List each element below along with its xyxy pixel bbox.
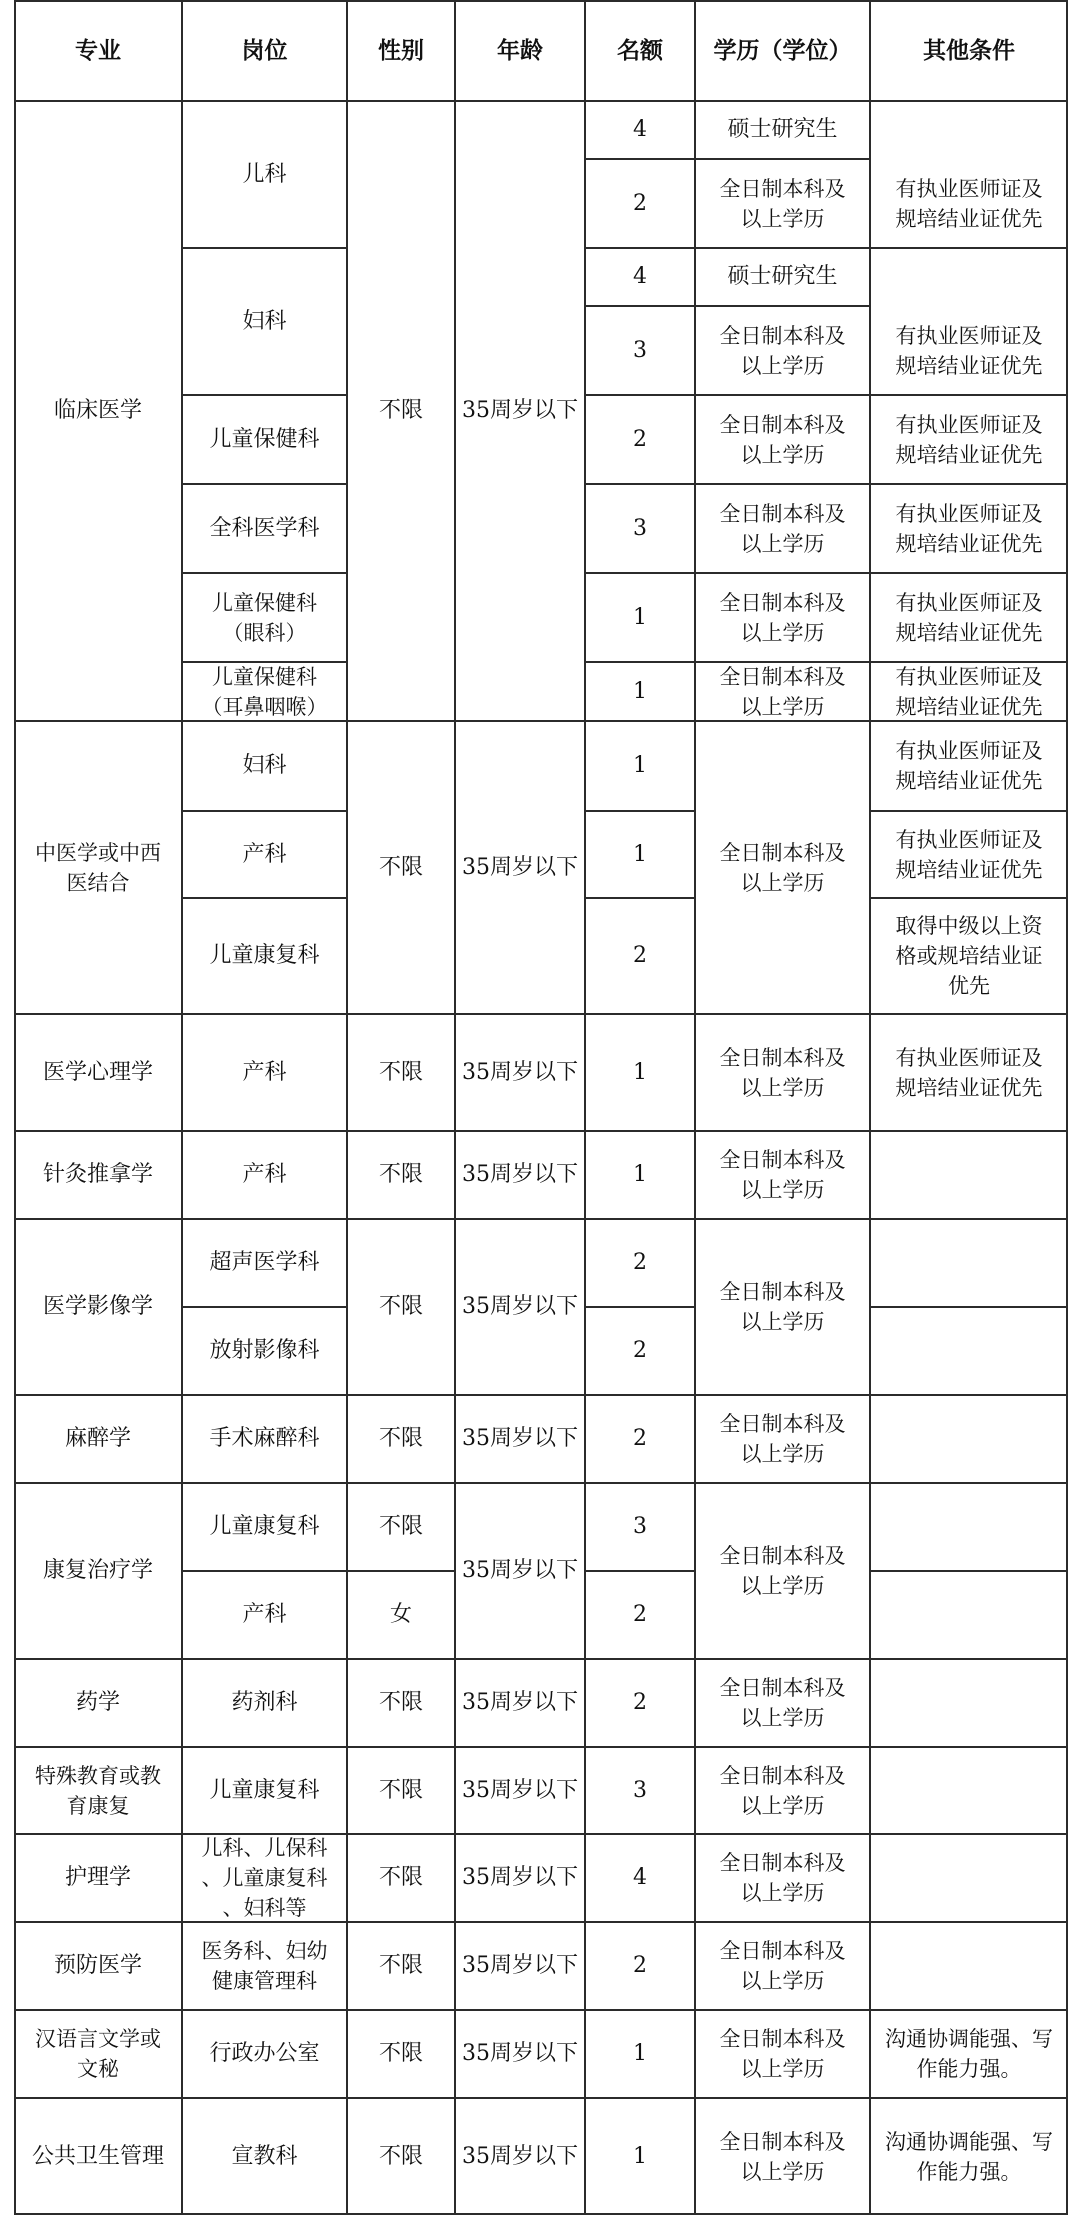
row-divider — [585, 720, 695, 722]
other-condition-cell: 有执业医师证及 规培结业证优先 — [895, 176, 1043, 231]
row-divider — [182, 1746, 347, 1748]
quota-cell: 2 — [633, 1690, 647, 1715]
row-divider — [347, 720, 455, 722]
row-divider — [182, 661, 347, 663]
header-cell: 年龄 — [497, 36, 543, 64]
row-divider — [870, 661, 1068, 663]
row-divider — [870, 1306, 1068, 1308]
major-cell: 预防医学 — [53, 1953, 142, 1978]
row-divider — [585, 1306, 695, 1308]
row-divider — [455, 720, 585, 722]
row-divider — [585, 661, 695, 663]
row-divider — [347, 2009, 455, 2011]
post-cell: 儿童康复科 — [209, 1777, 320, 1803]
column-divider — [346, 0, 348, 2215]
header-cell: 性别 — [378, 36, 424, 64]
education-cell: 全日制本科及 以上学历 — [719, 1763, 846, 1818]
other-condition-cell: 取得中级以上资 格或规培结业证 优先 — [895, 914, 1043, 998]
row-divider — [870, 483, 1068, 485]
quota-cell: 3 — [633, 1777, 647, 1803]
age-cell: 35周岁以下 — [462, 2041, 578, 2066]
other-condition-cell: 有执业医师证及 规培结业证优先 — [895, 412, 1043, 467]
table-border-right — [1066, 0, 1068, 2215]
row-divider — [585, 572, 695, 574]
post-cell: 妇科 — [242, 308, 287, 334]
row-divider — [455, 1482, 585, 1484]
major-cell: 麻醉学 — [64, 1426, 131, 1451]
education-cell: 全日制本科及 以上学历 — [719, 590, 846, 645]
row-divider — [182, 1833, 347, 1835]
gender-cell: 不限 — [378, 1059, 423, 1085]
age-cell: 35周岁以下 — [462, 1294, 578, 1319]
row-divider — [182, 100, 347, 102]
row-divider — [347, 2097, 455, 2099]
column-divider — [454, 0, 456, 2215]
row-divider — [695, 1833, 870, 1835]
row-divider — [585, 2097, 695, 2099]
row-divider — [870, 1921, 1068, 1923]
row-divider — [182, 1658, 347, 1660]
row-divider — [695, 1130, 870, 1132]
education-cell: 全日制本科及 以上学历 — [719, 1148, 846, 1202]
row-divider — [870, 1482, 1068, 1484]
row-divider — [455, 1833, 585, 1835]
post-cell: 药剂科 — [231, 1690, 298, 1715]
age-cell: 35周岁以下 — [462, 1162, 578, 1187]
post-cell: 产科 — [242, 1162, 287, 1187]
post-cell: 产科 — [242, 841, 287, 867]
row-divider — [14, 1658, 182, 1660]
quota-cell: 1 — [633, 678, 647, 704]
row-divider — [182, 1482, 347, 1484]
post-cell: 儿童保健科 — [209, 426, 320, 452]
row-divider — [14, 1130, 182, 1132]
quota-cell: 3 — [633, 337, 647, 363]
row-divider — [695, 247, 870, 249]
gender-cell: 不限 — [378, 854, 423, 880]
education-cell: 全日制本科及 以上学历 — [719, 323, 846, 378]
post-cell: 行政办公室 — [209, 2041, 320, 2066]
row-divider — [455, 1921, 585, 1923]
row-divider — [870, 1833, 1068, 1835]
post-cell: 儿科、儿保科 、儿童康复科 、妇科等 — [201, 1836, 328, 1920]
row-divider — [455, 1394, 585, 1396]
quota-cell: 2 — [633, 943, 647, 968]
quota-cell: 1 — [633, 1059, 647, 1085]
table-border-top — [14, 0, 1068, 2]
age-cell: 35周岁以下 — [462, 398, 578, 423]
row-divider — [695, 1218, 870, 1220]
major-cell: 临床医学 — [53, 398, 142, 423]
row-divider — [14, 1218, 182, 1220]
row-divider — [455, 2097, 585, 2099]
row-divider — [585, 305, 695, 307]
row-divider — [585, 897, 695, 899]
major-cell: 药学 — [75, 1690, 120, 1715]
header-cell: 专业 — [75, 36, 121, 64]
header-cell: 岗位 — [241, 36, 288, 64]
row-divider — [695, 2097, 870, 2099]
major-cell: 医学影像学 — [42, 1294, 153, 1319]
row-divider — [455, 1218, 585, 1220]
quota-cell: 4 — [633, 1865, 647, 1890]
row-divider — [585, 100, 695, 102]
row-divider — [870, 1658, 1068, 1660]
row-divider — [870, 897, 1068, 899]
gender-cell: 不限 — [378, 1953, 423, 1978]
row-divider — [870, 1130, 1068, 1132]
row-divider — [182, 2009, 347, 2011]
row-divider — [585, 810, 695, 812]
column-divider — [181, 0, 183, 2215]
post-cell: 妇科 — [242, 753, 287, 778]
quota-cell: 2 — [633, 1250, 647, 1275]
major-cell: 护理学 — [64, 1865, 131, 1890]
row-divider — [585, 1394, 695, 1396]
post-cell: 全科医学科 — [209, 515, 320, 541]
education-cell: 全日制本科及 以上学历 — [719, 2027, 846, 2081]
age-cell: 35周岁以下 — [462, 854, 578, 880]
quota-cell: 2 — [633, 1953, 647, 1978]
education-cell: 全日制本科及 以上学历 — [719, 1676, 846, 1730]
major-cell: 中医学或中西 医结合 — [35, 840, 161, 895]
education-cell: 硕士研究生 — [727, 117, 838, 142]
education-cell: 全日制本科及 以上学历 — [719, 1280, 846, 1334]
row-divider — [870, 1746, 1068, 1748]
row-divider — [585, 1218, 695, 1220]
other-condition-cell: 有执业医师证及 规培结业证优先 — [895, 323, 1043, 378]
quota-cell: 1 — [633, 841, 647, 867]
row-divider — [14, 1833, 182, 1835]
row-divider — [870, 572, 1068, 574]
row-divider — [695, 1482, 870, 1484]
quota-cell: 4 — [633, 117, 647, 142]
column-divider — [584, 0, 586, 2215]
row-divider — [585, 1658, 695, 1660]
column-divider — [869, 0, 871, 2215]
education-cell: 全日制本科及 以上学历 — [719, 1939, 846, 1993]
table-border-left — [14, 0, 16, 2215]
gender-cell: 女 — [389, 1602, 412, 1627]
row-divider — [14, 2009, 182, 2011]
row-divider — [695, 100, 870, 102]
major-cell: 特殊教育或教 育康复 — [35, 1763, 161, 1818]
row-divider — [347, 1013, 455, 1015]
row-divider — [347, 1921, 455, 1923]
row-divider — [455, 1746, 585, 1748]
row-divider — [347, 1130, 455, 1132]
row-divider — [182, 897, 347, 899]
row-divider — [182, 394, 347, 396]
post-cell: 产科 — [242, 1602, 287, 1627]
row-divider — [695, 1013, 870, 1015]
education-cell: 硕士研究生 — [727, 264, 838, 289]
other-condition-cell: 沟通协调能强、写 作能力强。 — [885, 2027, 1053, 2081]
row-divider — [347, 1746, 455, 1748]
quota-cell: 4 — [633, 264, 647, 289]
quota-cell: 3 — [633, 515, 647, 541]
row-divider — [182, 2097, 347, 2099]
education-cell: 全日制本科及 以上学历 — [719, 501, 846, 556]
row-divider — [14, 2097, 182, 2099]
post-cell: 宣教科 — [231, 2143, 298, 2169]
education-cell: 全日制本科及 以上学历 — [719, 1851, 846, 1905]
row-divider — [182, 810, 347, 812]
row-divider — [695, 158, 870, 160]
row-divider — [455, 2009, 585, 2011]
education-cell: 全日制本科及 以上学历 — [719, 412, 846, 467]
quota-cell: 1 — [633, 2143, 647, 2169]
gender-cell: 不限 — [378, 1426, 423, 1451]
major-cell: 公共卫生管理 — [31, 2143, 164, 2169]
gender-cell: 不限 — [378, 1865, 423, 1890]
row-divider — [347, 1218, 455, 1220]
quota-cell: 1 — [633, 604, 647, 630]
age-cell: 35周岁以下 — [462, 1059, 578, 1085]
row-divider — [870, 394, 1068, 396]
age-cell: 35周岁以下 — [462, 1558, 578, 1583]
other-condition-cell: 有执业医师证及 规培结业证优先 — [895, 664, 1043, 719]
row-divider — [347, 1833, 455, 1835]
row-divider — [695, 394, 870, 396]
row-divider — [14, 1394, 182, 1396]
row-divider — [695, 720, 870, 722]
row-divider — [585, 394, 695, 396]
row-divider — [695, 572, 870, 574]
post-cell: 儿童保健科 （耳鼻咽喉） — [201, 664, 328, 719]
row-divider — [695, 1394, 870, 1396]
post-cell: 医务科、妇幼 健康管理科 — [201, 1939, 328, 1993]
row-divider — [347, 100, 455, 102]
quota-cell: 2 — [633, 1602, 647, 1627]
row-divider — [870, 810, 1068, 812]
other-condition-cell: 有执业医师证及 规培结业证优先 — [895, 501, 1043, 556]
gender-cell: 不限 — [378, 398, 423, 423]
major-cell: 康复治疗学 — [42, 1558, 153, 1583]
row-divider — [695, 1746, 870, 1748]
row-divider — [182, 1013, 347, 1015]
row-divider — [455, 1130, 585, 1132]
row-divider — [14, 720, 182, 722]
other-condition-cell: 有执业医师证及 规培结业证优先 — [895, 1045, 1043, 1100]
gender-cell: 不限 — [378, 2143, 423, 2169]
other-condition-cell: 有执业医师证及 规培结业证优先 — [895, 739, 1043, 793]
row-divider — [695, 2009, 870, 2011]
row-divider — [14, 100, 182, 102]
post-cell: 儿童保健科 （眼科） — [212, 590, 317, 645]
row-divider — [455, 100, 585, 102]
row-divider — [182, 483, 347, 485]
row-divider — [585, 158, 695, 160]
quota-cell: 3 — [633, 1514, 647, 1539]
quota-cell: 2 — [633, 1426, 647, 1451]
education-cell: 全日制本科及 以上学历 — [719, 840, 846, 895]
row-divider — [347, 1658, 455, 1660]
post-cell: 儿科 — [242, 161, 287, 187]
row-divider — [585, 1833, 695, 1835]
row-divider — [585, 1921, 695, 1923]
other-condition-cell: 沟通协调能强、写 作能力强。 — [885, 2129, 1053, 2184]
row-divider — [182, 1394, 347, 1396]
post-cell: 手术麻醉科 — [209, 1426, 320, 1451]
row-divider — [585, 1570, 695, 1572]
major-cell: 汉语言文学或 文秘 — [35, 2027, 161, 2081]
row-divider — [182, 720, 347, 722]
post-cell: 产科 — [242, 1059, 287, 1085]
gender-cell: 不限 — [378, 2041, 423, 2066]
gender-cell: 不限 — [378, 1690, 423, 1715]
post-cell: 放射影像科 — [209, 1338, 320, 1363]
header-cell: 学历（学位） — [713, 36, 852, 64]
age-cell: 35周岁以下 — [462, 1953, 578, 1978]
row-divider — [182, 572, 347, 574]
gender-cell: 不限 — [378, 1514, 423, 1539]
row-divider — [870, 1013, 1068, 1015]
header-cell: 其他条件 — [923, 36, 1015, 64]
row-divider — [182, 1306, 347, 1308]
row-divider — [182, 1570, 347, 1572]
quota-cell: 1 — [633, 1162, 647, 1187]
row-divider — [695, 483, 870, 485]
row-divider — [870, 100, 1068, 102]
table-border-bottom — [14, 2213, 1068, 2215]
row-divider — [14, 1013, 182, 1015]
education-cell: 全日制本科及 以上学历 — [719, 1412, 846, 1466]
gender-cell: 不限 — [378, 1294, 423, 1319]
row-divider — [182, 1921, 347, 1923]
quota-cell: 2 — [633, 190, 647, 216]
row-divider — [870, 1394, 1068, 1396]
column-divider — [694, 0, 696, 2215]
row-divider — [14, 1482, 182, 1484]
age-cell: 35周岁以下 — [462, 1865, 578, 1890]
row-divider — [182, 1218, 347, 1220]
major-cell: 医学心理学 — [42, 1059, 153, 1085]
row-divider — [182, 1130, 347, 1132]
row-divider — [870, 1218, 1068, 1220]
gender-cell: 不限 — [378, 1162, 423, 1187]
row-divider — [695, 1658, 870, 1660]
education-cell: 全日制本科及 以上学历 — [719, 2129, 846, 2184]
row-divider — [585, 2009, 695, 2011]
row-divider — [585, 1482, 695, 1484]
quota-cell: 2 — [633, 426, 647, 452]
post-cell: 超声医学科 — [209, 1250, 320, 1275]
row-divider — [585, 1746, 695, 1748]
education-cell: 全日制本科及 以上学历 — [719, 176, 846, 231]
quota-cell: 2 — [633, 1338, 647, 1363]
row-divider — [585, 1130, 695, 1132]
gender-cell: 不限 — [378, 1777, 423, 1803]
quota-cell: 1 — [633, 753, 647, 778]
row-divider — [455, 1658, 585, 1660]
education-cell: 全日制本科及 以上学历 — [719, 1544, 846, 1598]
row-divider — [870, 1570, 1068, 1572]
row-divider — [347, 1482, 455, 1484]
age-cell: 35周岁以下 — [462, 1690, 578, 1715]
row-divider — [870, 2097, 1068, 2099]
header-cell: 名额 — [617, 36, 663, 64]
row-divider — [14, 1921, 182, 1923]
row-divider — [455, 1013, 585, 1015]
row-divider — [182, 247, 347, 249]
age-cell: 35周岁以下 — [462, 1426, 578, 1451]
other-condition-cell: 有执业医师证及 规培结业证优先 — [895, 590, 1043, 645]
post-cell: 儿童康复科 — [209, 1514, 320, 1539]
post-cell: 儿童康复科 — [209, 943, 320, 968]
row-divider — [870, 2009, 1068, 2011]
major-cell: 针灸推拿学 — [42, 1162, 153, 1187]
row-divider — [347, 1394, 455, 1396]
other-condition-cell: 有执业医师证及 规培结业证优先 — [895, 827, 1043, 882]
row-divider — [695, 1921, 870, 1923]
row-divider — [585, 1013, 695, 1015]
quota-cell: 1 — [633, 2041, 647, 2066]
row-divider — [870, 720, 1068, 722]
row-divider — [14, 1746, 182, 1748]
row-divider — [870, 247, 1068, 249]
row-divider — [585, 483, 695, 485]
row-divider — [347, 1570, 455, 1572]
row-divider — [695, 305, 870, 307]
age-cell: 35周岁以下 — [462, 1777, 578, 1803]
education-cell: 全日制本科及 以上学历 — [719, 664, 846, 719]
row-divider — [585, 247, 695, 249]
age-cell: 35周岁以下 — [462, 2143, 578, 2169]
row-divider — [695, 661, 870, 663]
education-cell: 全日制本科及 以上学历 — [719, 1045, 846, 1100]
